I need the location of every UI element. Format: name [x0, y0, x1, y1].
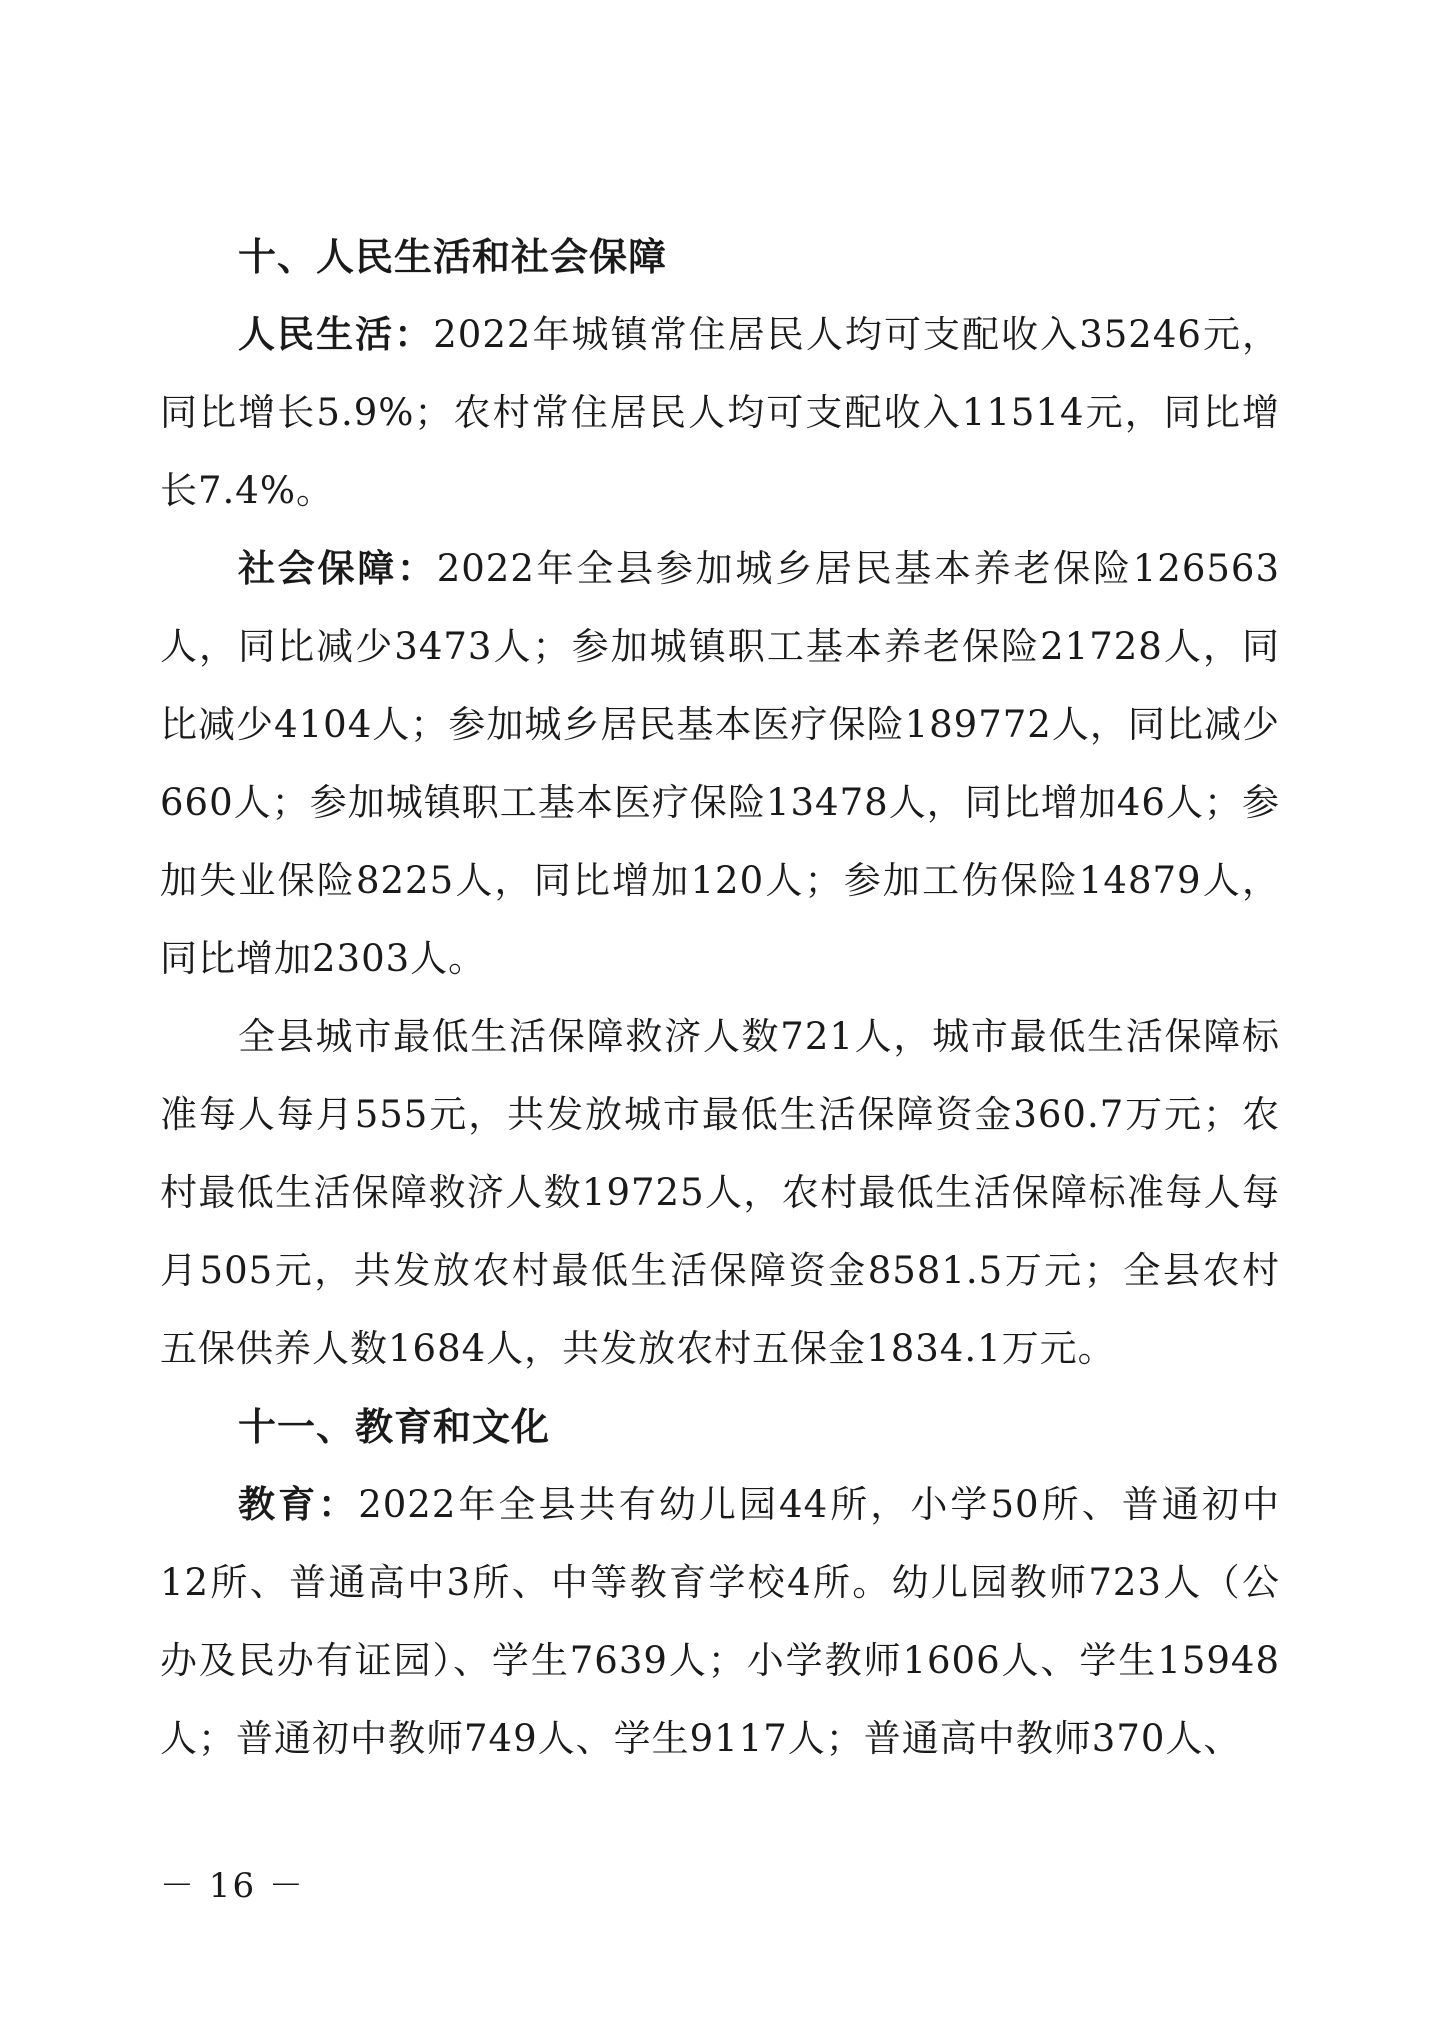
paragraph-education — [160, 1466, 1280, 1778]
paragraph-lead-education: 教育： — [238, 1483, 359, 1526]
paragraph-text-living: 2022年城镇常住居民人均可支配收入35246元，同比增长5.9%；农村常住居民人均可支配收入11514元，同比增长7.4%。 — [160, 313, 1280, 512]
section-heading-education-culture: 十一、教育和文化 — [238, 1405, 551, 1449]
section-heading-living-security: 十、人民生活和社会保障 — [238, 235, 668, 279]
paragraph-text-social-security: 2022年全县参加城乡居民基本养老保险126563人，同比减少3473人；参加城镇职工基本养老保险21728人，同比减少4104人；参加城乡居民基本医疗保险189772人，同比减少660人；参加城镇职工基本医疗保险13478人，同比增加46人；参加失业保险8225人，同比增加120人；参加工伤保险14879人，同比增加2303人。 — [160, 547, 1281, 980]
page-content — [160, 218, 1280, 1778]
paragraph-text-education: 2022年全县共有幼儿园44所，小学50所、普通初中12所、普通高中3所、中等教育学校4所。幼儿园教师723人（公办及民办有证园）、学生7639人；小学教师1606人、学生15948人；普通初中教师749人、学生9117人；普通高中教师370人、 — [160, 1483, 1280, 1760]
page-number: － 16 － — [160, 1866, 305, 1906]
paragraph-minimum-living-guarantee: 全县城市最低生活保障救济人数721人，城市最低生活保障标准每人每月555元，共发放城市最低生活保障资金360.7万元；农村最低生活保障救济人数19725人，农村最低生活保障标准每人每月505元，共发放农村最低生活保障资金8581.5万元；全县农村五保供养人数1684人，共发放农村五保金1834.1万元。 — [160, 1015, 1280, 1370]
paragraph-lead-social-security: 社会保障： — [238, 547, 437, 590]
paragraph-lead-living: 人民生活： — [238, 313, 434, 356]
paragraph-living — [160, 296, 1280, 530]
paragraph-social-security — [160, 530, 1280, 998]
